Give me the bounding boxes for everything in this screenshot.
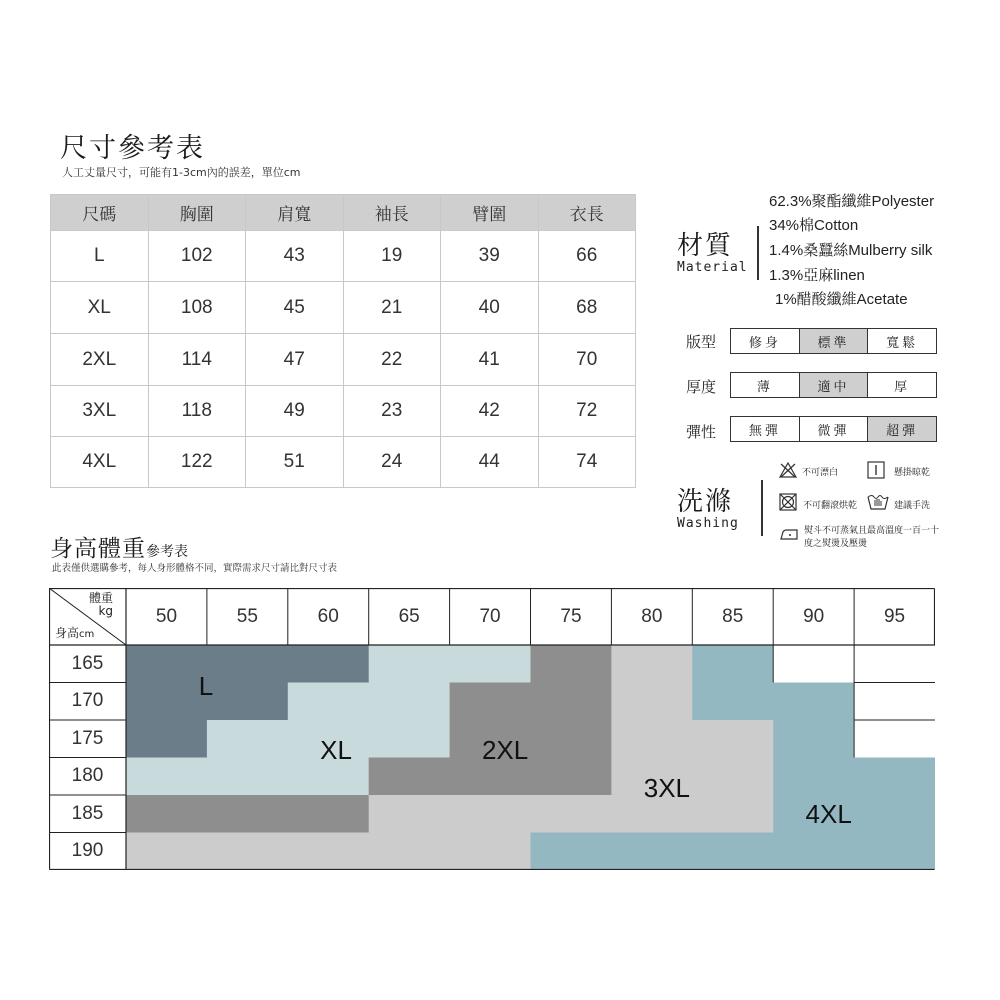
table-cell: 21 xyxy=(343,282,441,334)
hw-cell-4xl xyxy=(692,645,774,683)
material-title: 材質 xyxy=(677,231,734,261)
hw-cell-3xl xyxy=(450,833,531,871)
table-cell: 66 xyxy=(538,231,636,282)
table-cell: 2XL xyxy=(51,334,149,386)
corner-height-text: 身高 xyxy=(55,626,80,640)
hw-cell-4xl xyxy=(611,833,693,871)
material-line: 1.3%亞麻linen xyxy=(769,267,865,284)
thickness-label: 厚度 xyxy=(686,378,717,396)
hw-cell-3xl xyxy=(611,683,693,721)
thickness-option-selected: 適中 xyxy=(800,373,869,397)
hw-cell-4xl xyxy=(773,683,855,721)
thickness-option: 厚 xyxy=(894,379,911,395)
hw-cell-3xl xyxy=(369,795,451,833)
table-row xyxy=(51,231,636,282)
table-cell: 41 xyxy=(441,334,539,386)
washing-text: 熨斗不可蒸氣且最高溫度一百一十度之熨燙及壓燙 xyxy=(804,526,940,549)
height-label: 165 xyxy=(71,652,104,674)
fit-option: 寬鬆 xyxy=(886,335,919,351)
no-bleach-icon xyxy=(778,461,798,479)
thickness-scale xyxy=(730,372,937,398)
hw-cell-l xyxy=(126,645,208,683)
page-subtitle: 人工丈量尺寸，可能有1-3cm內的誤差，單位cm xyxy=(62,166,301,179)
table-cell: 72 xyxy=(538,386,636,437)
hw-title-main: 身高體重 xyxy=(50,536,146,562)
hw-cell-xl xyxy=(369,720,451,758)
washing-subtitle: Washing xyxy=(677,516,739,531)
weight-header: 70 xyxy=(479,605,501,627)
table-cell: 70 xyxy=(538,334,636,386)
hw-cell-4xl xyxy=(854,758,935,796)
material-line: 62.3%聚酯纖維Polyester xyxy=(769,193,935,210)
washing-text: 建議手洗 xyxy=(894,501,931,511)
hw-cell-3xl xyxy=(611,645,693,683)
washing-text: 不可翻滾烘乾 xyxy=(803,501,858,511)
table-cell: 51 xyxy=(246,437,344,488)
hw-cell-xl xyxy=(369,645,451,683)
hw-cell-2xl xyxy=(531,720,613,758)
hw-cell-xl xyxy=(207,758,289,796)
hw-cell-l xyxy=(126,720,208,758)
hw-cell-l xyxy=(207,645,289,683)
table-row xyxy=(51,386,636,437)
elasticity-scale xyxy=(730,416,937,442)
corner-height-label xyxy=(55,624,94,641)
hw-title xyxy=(50,530,188,563)
table-cell: 43 xyxy=(246,231,344,282)
table-cell: 4XL xyxy=(51,437,149,488)
fit-label: 版型 xyxy=(686,333,717,351)
header-shoulder: 肩寬 xyxy=(246,195,344,231)
corner-weight-label xyxy=(89,592,113,618)
table-cell: 108 xyxy=(148,282,246,334)
height-label: 190 xyxy=(71,840,104,862)
hw-cell-xl xyxy=(450,645,531,683)
zone-label-3xl: 3XL xyxy=(643,772,691,803)
hw-cell-none xyxy=(854,720,935,758)
iron-icon xyxy=(778,526,800,542)
table-cell: XL xyxy=(51,282,149,334)
elasticity-option: 微彈 xyxy=(800,417,869,441)
corner-height-unit: cm xyxy=(79,629,95,640)
hw-grid xyxy=(49,588,935,870)
table-cell: 39 xyxy=(441,231,539,282)
hw-cell-2xl xyxy=(531,645,613,683)
hw-cell-2xl xyxy=(450,683,531,721)
table-row xyxy=(51,437,636,488)
weight-header: 60 xyxy=(317,605,339,627)
hw-cell-3xl xyxy=(611,720,693,758)
weight-header: 55 xyxy=(236,605,258,627)
weight-header: 85 xyxy=(722,605,744,627)
zone-label-xl: XL xyxy=(320,735,352,765)
table-cell: 102 xyxy=(148,231,246,282)
table-cell: 40 xyxy=(441,282,539,334)
weight-header: 75 xyxy=(560,605,582,627)
size-table-header-row xyxy=(51,195,636,231)
material-line: 34%棉Cotton xyxy=(769,217,859,234)
hw-cell-4xl xyxy=(692,683,774,721)
washing-text: 懸掛晾乾 xyxy=(894,468,931,478)
table-cell: 122 xyxy=(148,437,246,488)
hw-cell-l xyxy=(288,645,370,683)
hand-wash-icon xyxy=(866,491,890,511)
elasticity-option: 無彈 xyxy=(731,417,800,441)
weight-header: 50 xyxy=(155,605,178,627)
hw-cell-none xyxy=(854,645,935,683)
size-table xyxy=(50,194,636,488)
table-cell: 23 xyxy=(343,386,441,437)
hw-cell-4xl xyxy=(531,833,613,871)
hw-cell-3xl xyxy=(288,833,370,871)
table-cell: 68 xyxy=(538,282,636,334)
washing-text: 不可漂白 xyxy=(802,468,839,478)
hw-cell-3xl xyxy=(692,795,774,833)
hw-subtitle: 此表僅供選購參考，每人身形體格不同，實際需求尺寸請比對尺寸表 xyxy=(52,563,338,574)
header-sleeve: 袖長 xyxy=(343,195,441,231)
table-cell: 49 xyxy=(246,386,344,437)
table-cell: 74 xyxy=(538,437,636,488)
no-tumble-dry-icon xyxy=(778,492,798,512)
header-length: 衣長 xyxy=(538,195,636,231)
hw-cell-4xl xyxy=(692,833,774,871)
table-cell: 3XL xyxy=(51,386,149,437)
hw-cell-3xl xyxy=(531,795,613,833)
table-cell: 42 xyxy=(441,386,539,437)
table-row xyxy=(51,282,636,334)
hw-cell-3xl xyxy=(369,833,451,871)
header-size: 尺碼 xyxy=(51,195,149,231)
material-line: 1%醋酸纖維Acetate xyxy=(775,291,908,308)
elasticity-label: 彈性 xyxy=(686,423,717,441)
header-arm: 臂圍 xyxy=(441,195,539,231)
weight-header: 80 xyxy=(641,605,663,627)
table-cell: 22 xyxy=(343,334,441,386)
table-row xyxy=(51,334,636,386)
table-cell: 114 xyxy=(148,334,246,386)
table-cell: L xyxy=(51,231,149,282)
corner-weight-text: 體重 xyxy=(89,591,114,605)
hw-cell-none xyxy=(773,645,855,683)
hw-cell-2xl xyxy=(288,795,370,833)
height-label: 175 xyxy=(71,727,104,749)
hw-cell-4xl xyxy=(773,833,855,871)
hw-cell-4xl xyxy=(773,758,855,796)
hw-cell-xl xyxy=(126,758,208,796)
hw-cell-none xyxy=(854,683,935,721)
material-subtitle: Material xyxy=(677,260,748,275)
table-cell: 47 xyxy=(246,334,344,386)
hw-cell-2xl xyxy=(369,758,451,796)
table-cell: 45 xyxy=(246,282,344,334)
zone-label-2xl: 2XL xyxy=(481,735,529,765)
hang-dry-icon xyxy=(866,460,886,480)
fit-scale xyxy=(730,328,937,354)
header-chest: 胸圍 xyxy=(148,195,246,231)
hw-cell-3xl xyxy=(207,833,289,871)
corner-weight-unit: kg xyxy=(98,604,114,618)
hw-title-suffix: 參考表 xyxy=(146,544,188,560)
weight-header: 65 xyxy=(398,605,420,627)
elasticity-option-selected: 超彈 xyxy=(868,417,936,441)
hw-cell-2xl xyxy=(126,795,208,833)
thickness-option: 薄 xyxy=(731,373,800,397)
height-label: 170 xyxy=(71,690,104,712)
hw-cell-2xl xyxy=(207,795,289,833)
hw-cell-3xl xyxy=(692,758,774,796)
hw-cell-l xyxy=(126,683,208,721)
material-line: 1.4%桑蠶絲Mulberry silk xyxy=(769,242,933,259)
material-divider xyxy=(757,226,759,280)
zone-label-l: L xyxy=(198,671,214,702)
zone-label-4xl: 4XL xyxy=(805,798,852,829)
table-cell: 44 xyxy=(441,437,539,488)
fit-option-selected: 標準 xyxy=(800,329,869,353)
washing-divider xyxy=(761,480,763,536)
hw-cell-xl xyxy=(207,720,289,758)
hw-cell-3xl xyxy=(450,795,531,833)
page-title: 尺寸參考表 xyxy=(60,133,205,164)
hw-cell-2xl xyxy=(531,758,613,796)
hw-cell-4xl xyxy=(854,795,935,833)
table-cell: 118 xyxy=(148,386,246,437)
hw-cell-xl xyxy=(369,683,451,721)
weight-header: 90 xyxy=(803,605,825,627)
hw-cell-xl xyxy=(288,683,370,721)
hw-cell-3xl xyxy=(692,720,774,758)
weight-header: 95 xyxy=(883,605,906,627)
height-label: 180 xyxy=(71,765,104,787)
washing-title: 洗滌 xyxy=(677,487,734,517)
table-cell: 24 xyxy=(343,437,441,488)
table-cell: 19 xyxy=(343,231,441,282)
hw-cell-4xl xyxy=(854,833,935,871)
hw-cell-2xl xyxy=(531,683,613,721)
hw-cell-3xl xyxy=(126,833,208,871)
hw-cell-l xyxy=(207,683,289,721)
height-label: 185 xyxy=(71,802,104,824)
hw-cell-4xl xyxy=(773,720,855,758)
fit-option: 修身 xyxy=(731,329,800,353)
